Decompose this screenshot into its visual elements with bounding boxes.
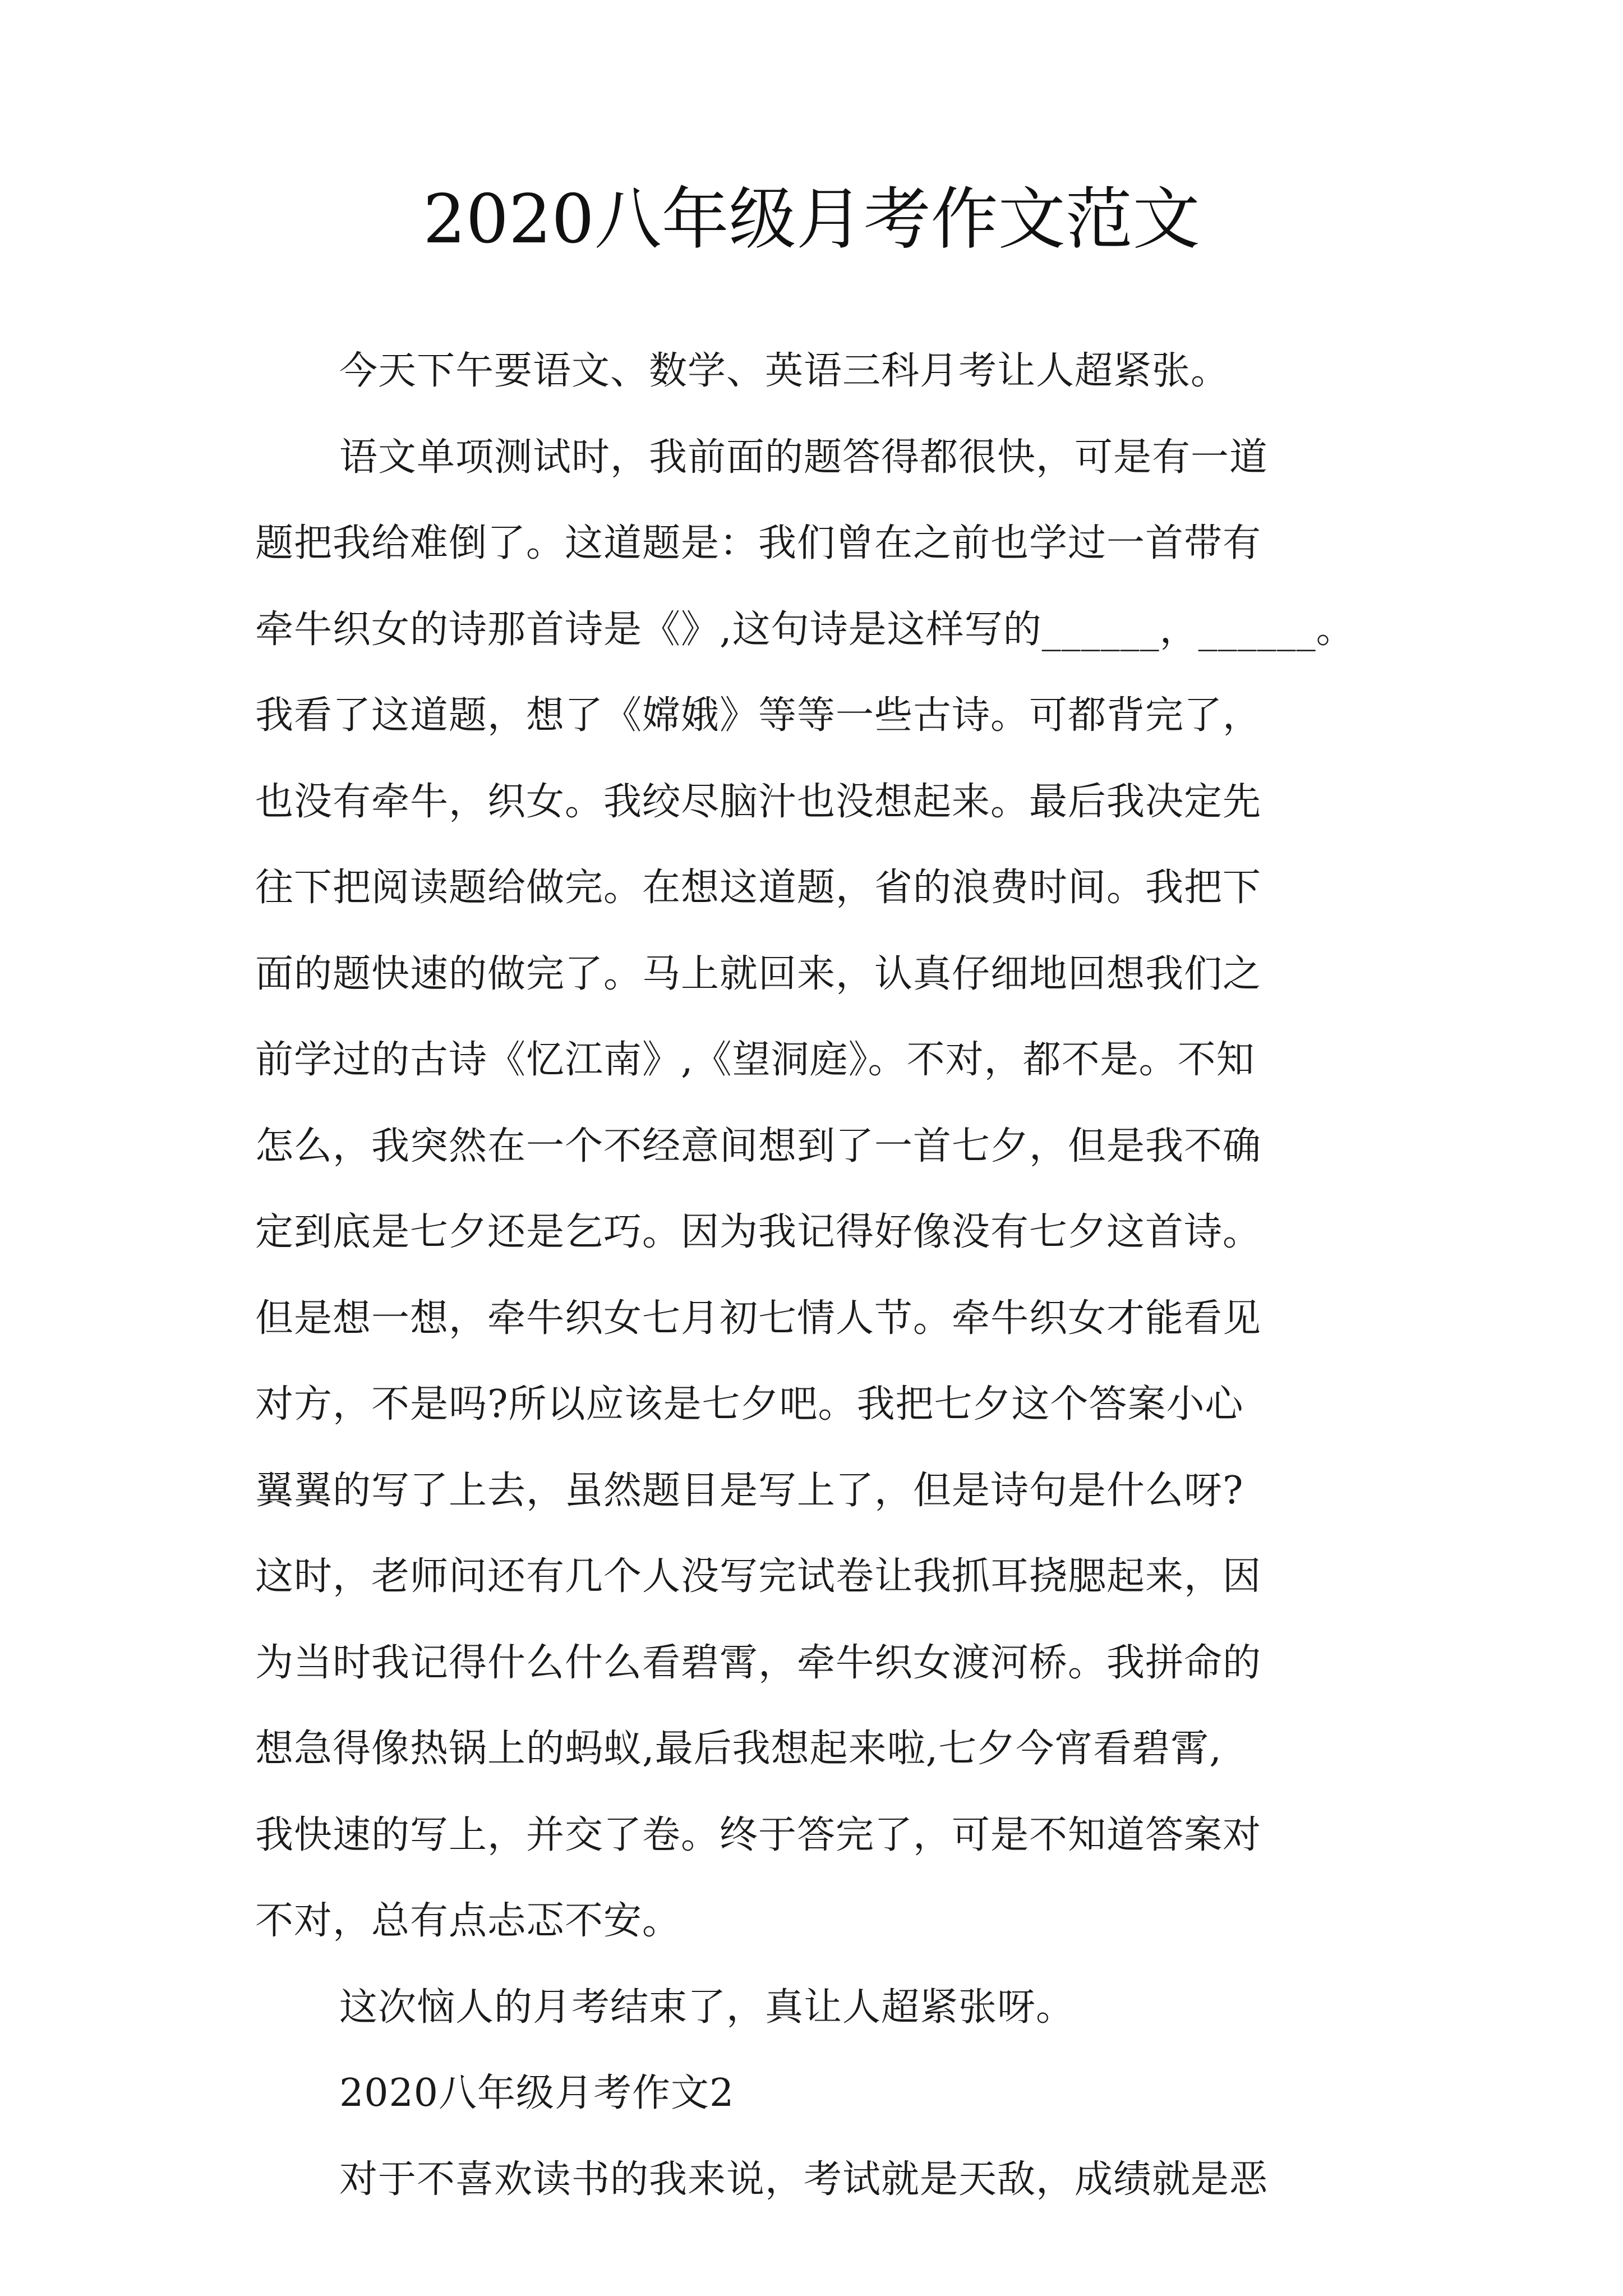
text-line: 为当时我记得什么什么看碧霄，牵牛织女渡河桥。我拼命的 (255, 1640, 1262, 1685)
text-line: 但是想一想，牵牛织女七月初七情人节。牵牛织女才能看见 (255, 1296, 1262, 1341)
document-body (255, 328, 1355, 2223)
text-line: 今天下午要语文、数学、英语三科月考让人超紧张。 (339, 349, 1230, 393)
text-line: 不对，总有点忐忑不安。 (255, 1899, 681, 1943)
text-line: 怎么，我突然在一个不经意间想到了一首七夕，但是我不确 (255, 1124, 1262, 1168)
text-line: 面的题快速的做完了。马上就回来，认真仔细地回想我们之 (255, 951, 1262, 996)
text-line: 这次恼人的月考结束了，真让人超紧张呀。 (339, 1985, 1075, 2030)
text-line: 定到底是七夕还是乞巧。因为我记得好像没有七夕这首诗。 (255, 1210, 1262, 1254)
text-line: 对方，不是吗?所以应该是七夕吧。我把七夕这个答案小心 (255, 1382, 1244, 1427)
text-line: 也没有牵牛，织女。我绞尽脑汁也没想起来。最后我决定先 (255, 779, 1262, 824)
text-line: 前学过的古诗《忆江南》,《望洞庭》。不对，都不是。不知 (255, 1038, 1255, 1082)
text-line: 牵牛织女的诗那首诗是《》,这句诗是这样写的______，______。 (255, 607, 1355, 652)
text-line: 我看了这道题，想了《嫦娥》等等一些古诗。可都背完了， (255, 693, 1262, 738)
text-line: 想急得像热锅上的蚂蚁,最后我想起来啦,七夕今宵看碧霄, (255, 1727, 1222, 1771)
text-line: 对于不喜欢读书的我来说，考试就是天敌，成绩就是恶 (339, 2157, 1269, 2202)
text-line: 2020八年级月考作文2 (339, 2071, 735, 2115)
document-title: 2020八年级月考作文范文 (423, 181, 1200, 259)
text-line: 题把我给难倒了。这道题是：我们曾在之前也学过一首带有 (255, 521, 1262, 565)
text-line: 翼翼的写了上去，虽然题目是写上了，但是诗句是什么呀? (255, 1468, 1244, 1513)
text-line: 这时，老师问还有几个人没写完试卷让我抓耳挠腮起来，因 (255, 1554, 1262, 1599)
text-line: 我快速的写上，并交了卷。终于答完了，可是不知道答案对 (255, 1812, 1262, 1857)
text-line: 往下把阅读题给做完。在想这道题，省的浪费时间。我把下 (255, 866, 1262, 910)
text-line: 语文单项测试时，我前面的题答得都很快，可是有一道 (339, 435, 1269, 480)
